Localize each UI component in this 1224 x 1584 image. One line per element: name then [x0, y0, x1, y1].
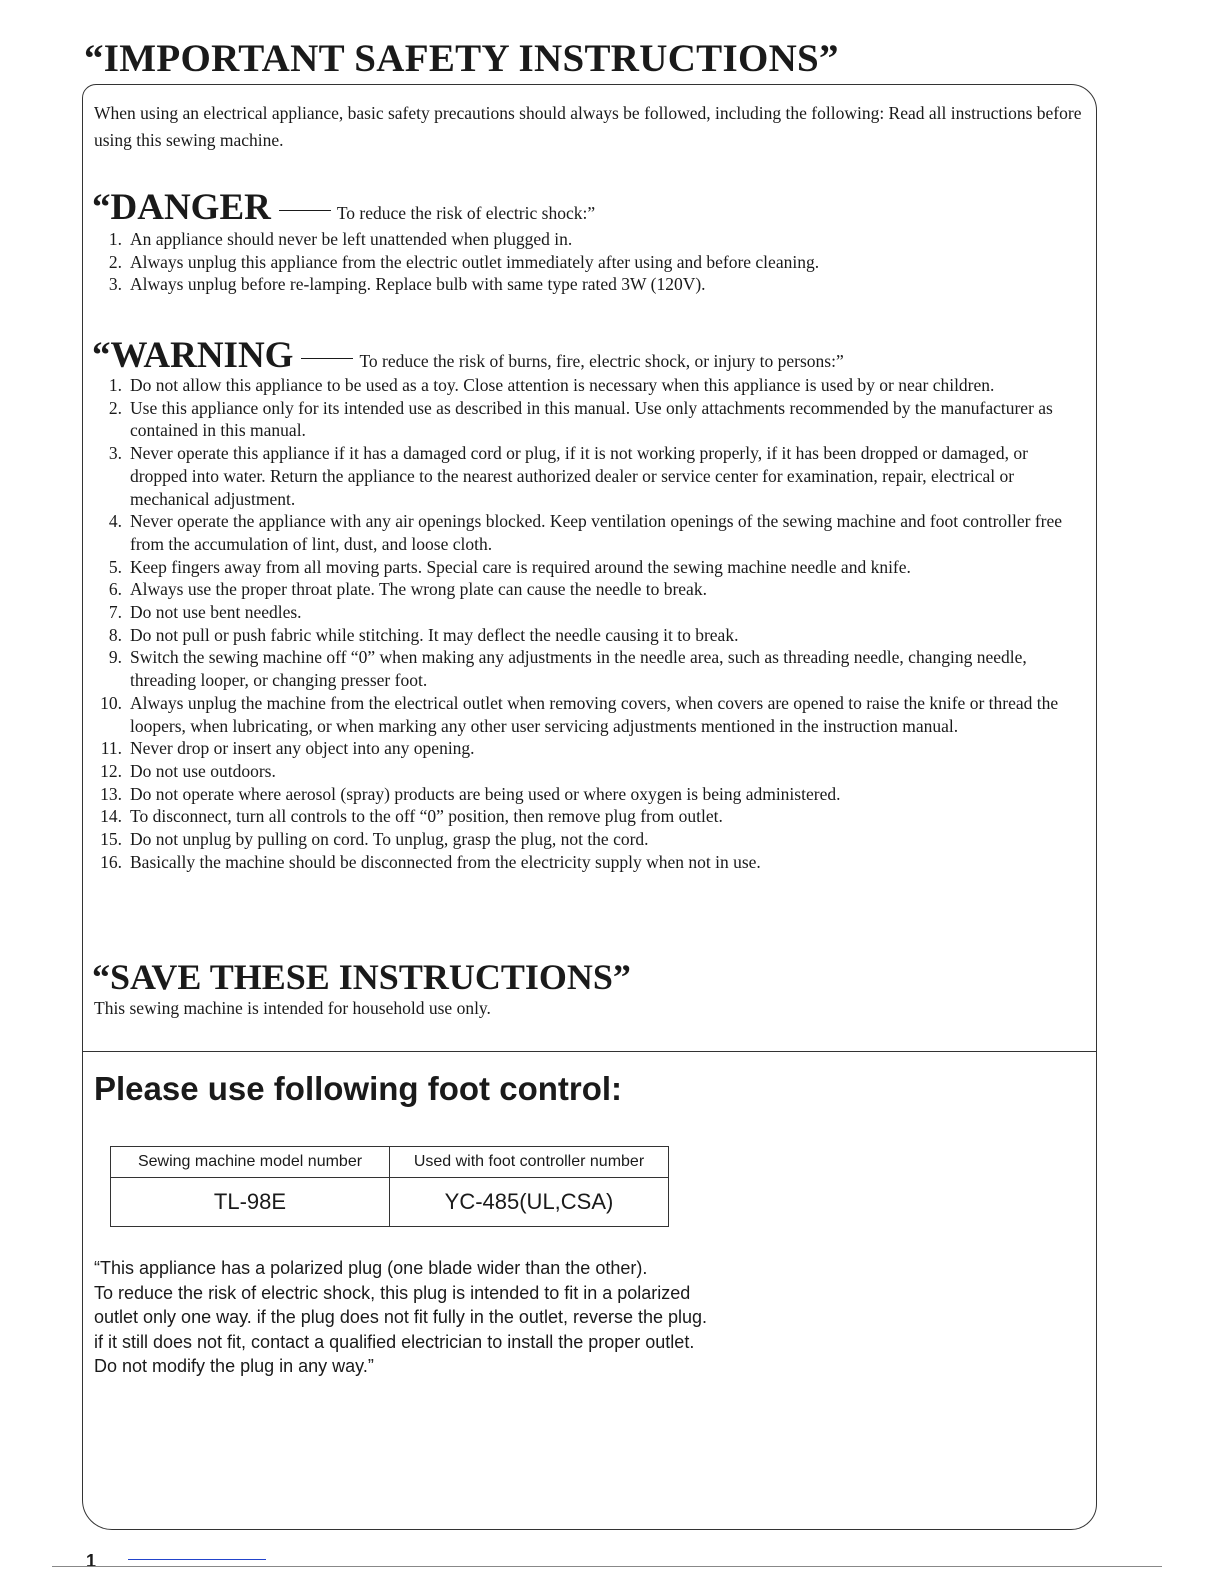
- foot-control-heading: Please use following foot control:: [94, 1070, 623, 1107]
- polarized-line: outlet only one way. if the plug does not fit fully in the outlet, reverse the plug.: [94, 1307, 708, 1327]
- list-item-number: 1.: [108, 229, 122, 249]
- list-item: [82, 828, 1087, 851]
- list-item-number: 1.: [108, 375, 122, 395]
- danger-subtitle: To reduce the risk of electric shock:”: [336, 203, 596, 223]
- list-item: [82, 556, 1087, 579]
- list-item-text: Always use the proper throat plate. The wrong plate can cause the needle to break.: [130, 579, 707, 600]
- list-item: [82, 578, 1087, 601]
- list-item-number: 2.: [108, 251, 122, 272]
- list-item: [82, 397, 1087, 442]
- list-item-text: Always unplug the machine from the electrical outlet when removing covers, when covers are opened to raise the knife or thread the loopers, when lubricating, or when marking any other user servicing adjustments mentioned in the instruction manual.: [130, 692, 1059, 736]
- list-item-number: 15.: [100, 829, 122, 850]
- polarized-line: To reduce the risk of electric shock, this plug is intended to fit in a polarized: [94, 1282, 691, 1303]
- list-item-number: 7.: [108, 602, 122, 623]
- list-item-text: Never operate the appliance with any air openings blocked. Keep ventilation openings of the sewing machine and foot controller free from the accumulation of lint, dust, and loose cloth.: [130, 511, 1063, 554]
- page-title: “IMPORTANT SAFETY INSTRUCTIONS”: [84, 37, 839, 80]
- list-item-number: 6.: [108, 579, 122, 600]
- list-item: [82, 692, 1087, 737]
- warning-dash: [301, 358, 353, 359]
- list-item-number: 3.: [108, 274, 122, 295]
- warning-heading: [92, 334, 844, 377]
- list-item-number: 11.: [100, 738, 122, 759]
- list-item-text: Do not use outdoors.: [130, 760, 276, 781]
- list-item-text: Always unplug this appliance from the electric outlet immediately after using and before cleaning.: [130, 251, 820, 272]
- model-number-cell: TL-98E: [111, 1178, 390, 1227]
- save-text: This sewing machine is intended for household use only.: [94, 998, 491, 1018]
- list-item: [82, 251, 1082, 274]
- list-item-text: Basically the machine should be disconnected from the electricity supply when not in use.: [130, 851, 761, 872]
- intro-text: When using an electrical appliance, basic safety precautions should always be followed, including the following: Read all instructions before using this sewing machine.: [94, 103, 1082, 150]
- list-item-text: An appliance should never be left unattended when plugged in.: [130, 229, 573, 249]
- list-item-number: 13.: [100, 783, 122, 804]
- polarized-line: Do not modify the plug in any way.”: [94, 1356, 374, 1376]
- list-item-text: Never drop or insert any object into any opening.: [130, 738, 475, 759]
- danger-heading: [92, 186, 595, 229]
- list-item: [82, 228, 1082, 251]
- list-item-text: Do not use bent needles.: [130, 602, 302, 623]
- foot-control-table: [110, 1146, 669, 1227]
- list-item: [82, 601, 1087, 624]
- list-item-text: Switch the sewing machine off “0” when making any adjustments in the needle area, such as threading needle, changing needle, threading looper, or changing presser foot.: [130, 647, 1027, 691]
- list-item-text: To disconnect, turn all controls to the off “0” position, then remove plug from outlet.: [130, 806, 723, 827]
- list-item: [82, 737, 1087, 760]
- polarized-plug-notice: [94, 1256, 854, 1379]
- list-item-text: Do not operate where aerosol (spray) products are being used or where oxygen is being administered.: [130, 783, 841, 804]
- page-bottom-rule: [52, 1566, 1162, 1567]
- section-divider: [82, 1051, 1097, 1052]
- list-item-number: 2.: [108, 397, 122, 418]
- list-item-text: Use this appliance only for its intended use as described in this manual. Use only attachments recommended by the manufacturer as contained in this manual.: [130, 397, 1053, 441]
- list-item-number: 5.: [108, 556, 122, 577]
- table-header-row: [111, 1147, 669, 1178]
- list-item-text: Do not allow this appliance to be used as a toy. Close attention is necessary when this appliance is used by or near children.: [130, 375, 995, 395]
- list-item-number: 3.: [108, 443, 122, 464]
- list-item-number: 9.: [108, 647, 122, 668]
- list-item-text: Keep fingers away from all moving parts. Special care is required around the sewing machine needle and knife.: [130, 556, 911, 577]
- list-item: [82, 805, 1087, 828]
- list-item: [82, 624, 1087, 647]
- list-item-number: 10.: [100, 692, 122, 713]
- list-item-text: Always unplug before re-lamping. Replace bulb with same type rated 3W (120V).: [130, 274, 706, 295]
- list-item: [82, 442, 1087, 510]
- table-header-model: Sewing machine model number: [111, 1147, 390, 1178]
- table-header-controller: Used with foot controller number: [390, 1147, 669, 1178]
- page-bottom-accent: [128, 1559, 266, 1560]
- list-item: [82, 646, 1087, 691]
- danger-dash: [279, 210, 331, 211]
- warning-title: “WARNING: [92, 335, 294, 376]
- save-heading: “SAVE THESE INSTRUCTIONS”: [92, 957, 631, 997]
- danger-list: [82, 228, 1082, 296]
- warning-list: [82, 374, 1087, 873]
- list-item-number: 12.: [100, 760, 122, 781]
- list-item: [82, 783, 1087, 806]
- list-item-text: Do not pull or push fabric while stitching. It may deflect the needle causing it to break.: [130, 624, 739, 645]
- list-item-number: 8.: [108, 624, 122, 645]
- table-row: [111, 1178, 669, 1227]
- page-number: 1: [86, 1551, 97, 1571]
- polarized-line: if it still does not fit, contact a qualified electrician to install the proper outlet.: [94, 1331, 695, 1352]
- warning-subtitle: To reduce the risk of burns, fire, electric shock, or injury to persons:”: [359, 351, 844, 371]
- controller-number-cell: YC-485(UL,CSA): [390, 1178, 669, 1227]
- list-item-number: 4.: [108, 511, 122, 532]
- list-item-number: 16.: [100, 851, 122, 872]
- polarized-line: “This appliance has a polarized plug (one blade wider than the other).: [94, 1258, 648, 1278]
- list-item-number: 14.: [100, 806, 122, 827]
- list-item: [82, 851, 1087, 874]
- list-item: [82, 374, 1087, 397]
- list-item: [82, 273, 1082, 296]
- list-item-text: Never operate this appliance if it has a damaged cord or plug, if it is not working properly, if it has been dropped or damaged, or dropped into water. Return the appliance to the nearest authorized dealer or service center for examination, repair, electrical or mechanical adjustment.: [130, 443, 1028, 509]
- danger-title: “DANGER: [92, 187, 271, 228]
- list-item: [82, 510, 1087, 555]
- list-item-text: Do not unplug by pulling on cord. To unplug, grasp the plug, not the cord.: [130, 829, 649, 850]
- list-item: [82, 760, 1087, 783]
